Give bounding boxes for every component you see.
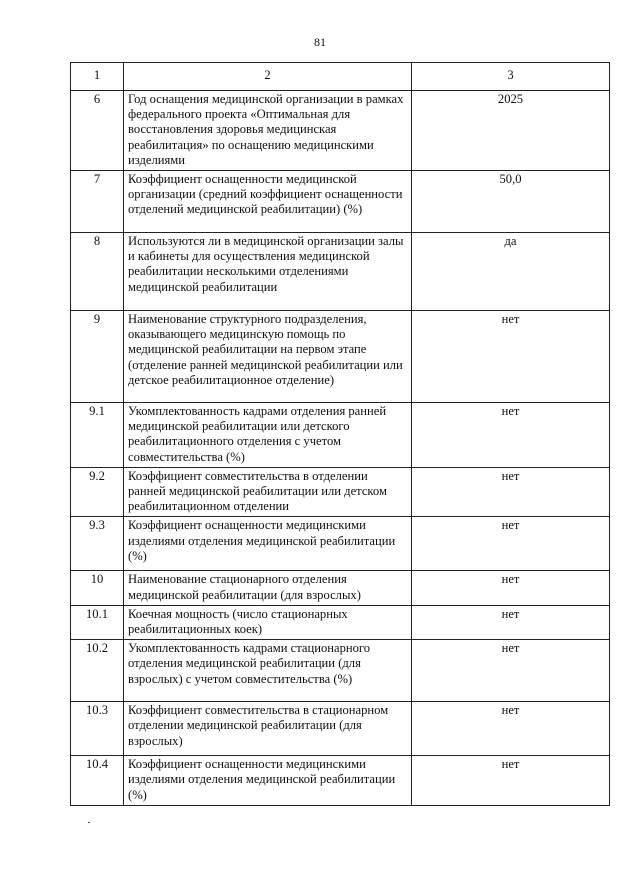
row-number: 8 [71,233,124,311]
row-number: 9.1 [71,403,124,468]
row-description: Наименование стационарного отделения медицинской реабилитации (для взрослых) [124,571,412,605]
table-row [71,91,610,171]
scan-mark [88,822,90,823]
row-number: 9.3 [71,517,124,571]
table-row [71,311,610,403]
row-value: нет [412,517,610,571]
row-description: Коэффициент оснащенности медицинскими изделиями отделения медицинской реабилитации (%) [124,517,412,571]
column-header: 1 [71,63,124,91]
row-number: 7 [71,171,124,233]
table-row [71,571,610,605]
table-row [71,756,610,806]
data-table [70,62,610,806]
row-description: Наименование структурного подразделения, оказывающего медицинскую помощь по медицинской реабилитации на первом этапе (отделение ранней медицинской реабилитации или детское реабилитационное отделение) [124,311,412,403]
table-row [71,233,610,311]
table-row [71,605,610,639]
table-row [71,171,610,233]
row-number: 10.2 [71,640,124,702]
table-row [71,467,610,517]
row-description: Коечная мощность (число стационарных реабилитационных коек) [124,605,412,639]
table-row [71,403,610,468]
row-value: 2025 [412,91,610,171]
row-number: 6 [71,91,124,171]
column-header: 3 [412,63,610,91]
table-row [71,640,610,702]
row-description: Используются ли в медицинской организации залы и кабинеты для осуществления медицинской реабилитации несколькими отделениями медицинской реабилитации [124,233,412,311]
row-value: да [412,233,610,311]
row-number: 10.4 [71,756,124,806]
column-header: 2 [124,63,412,91]
row-number: 10.1 [71,605,124,639]
row-description: Год оснащения медицинской организации в рамках федерального проекта «Оптимальная для восстановления здоровья медицинская реабилитация» по оснащению медицинскими изделиями [124,91,412,171]
row-number: 9 [71,311,124,403]
row-value: 50,0 [412,171,610,233]
row-description: Коэффициент совместительства в отделении ранней медицинской реабилитации или детском реабилитационном отделении [124,467,412,517]
table-row [71,517,610,571]
row-value: нет [412,756,610,806]
row-description: Коэффициент совместительства в стационарном отделении медицинской реабилитации (для взрослых) [124,702,412,756]
row-number: 9.2 [71,467,124,517]
row-value: нет [412,467,610,517]
row-value: нет [412,640,610,702]
page-number: 81 [314,35,326,49]
row-value: нет [412,571,610,605]
row-value: нет [412,403,610,468]
row-description: Укомплектованность кадрами стационарного отделения медицинской реабилитации (для взрослых) с учетом совместительства (%) [124,640,412,702]
table-row [71,702,610,756]
row-value: нет [412,311,610,403]
row-value: нет [412,702,610,756]
row-description: Укомплектованность кадрами отделения ранней медицинской реабилитации или детского реабилитационного отделения с учетом совместительства (%) [124,403,412,468]
row-number: 10.3 [71,702,124,756]
row-number: 10 [71,571,124,605]
table-header-row [71,63,610,91]
row-value: нет [412,605,610,639]
row-description: Коэффициент оснащенности медицинской организации (средний коэффициент оснащенности отделений медицинской реабилитации) (%) [124,171,412,233]
row-description: Коэффициент оснащенности медицинскими изделиями отделения медицинской реабилитации (%) [124,756,412,806]
